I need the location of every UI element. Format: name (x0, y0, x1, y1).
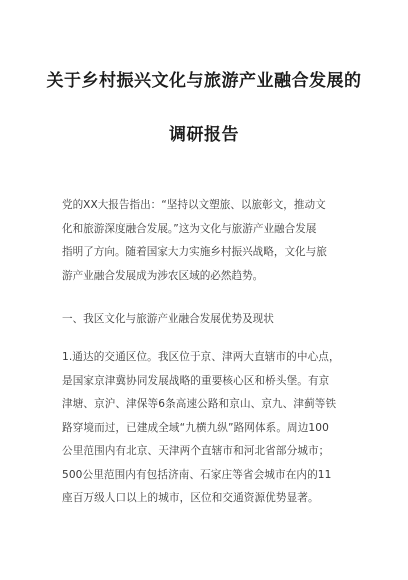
document-title-line-1: 关于乡村振兴文化与旅游产业融合发展的 (46, 71, 362, 91)
intro-paragraph (62, 194, 358, 288)
body-line: 座百万级人口以上的城市，区位和交通资源优势显著。 (62, 492, 319, 504)
intro-line: 指明了方向。随着国家大力实施乡村振兴战略，文化与旅 (62, 246, 327, 258)
body-line: 路穿境而过，已建成全域“九横九纵”路网体系。周边100 (62, 421, 329, 434)
body-line: 津塘、京沪、津保等6条高速公路和京山、京九、津蓟等铁 (62, 398, 337, 410)
section-heading-text: 一、我区文化与旅游产业融合发展优势及现状 (62, 313, 274, 325)
intro-line: 化和旅游深度融合发展。”这为文化与旅游产业融合发展 (62, 222, 317, 235)
body-paragraph (62, 346, 358, 511)
body-line: 公里范围内有北京、天津两个直辖市和河北省部分城市； (62, 445, 330, 457)
intro-line: 党的XX大报告指出：“坚持以文塑旅、以旅彰文，推动文 (62, 199, 326, 211)
intro-line: 游产业融合发展成为涉农区域的必然趋势。 (62, 269, 264, 282)
body-line: 1.通达的交通区位。我区位于京、津两大直辖市的中心点， (62, 351, 340, 363)
body-line: 500公里范围内有包括济南、石家庄等省会城市在内的11 (62, 468, 332, 481)
section-heading (62, 308, 358, 332)
document-title-line-2: 调研报告 (169, 125, 239, 145)
body-line: 是国家京津冀协同发展战略的重要核心区和桥头堡。有京 (62, 374, 330, 387)
